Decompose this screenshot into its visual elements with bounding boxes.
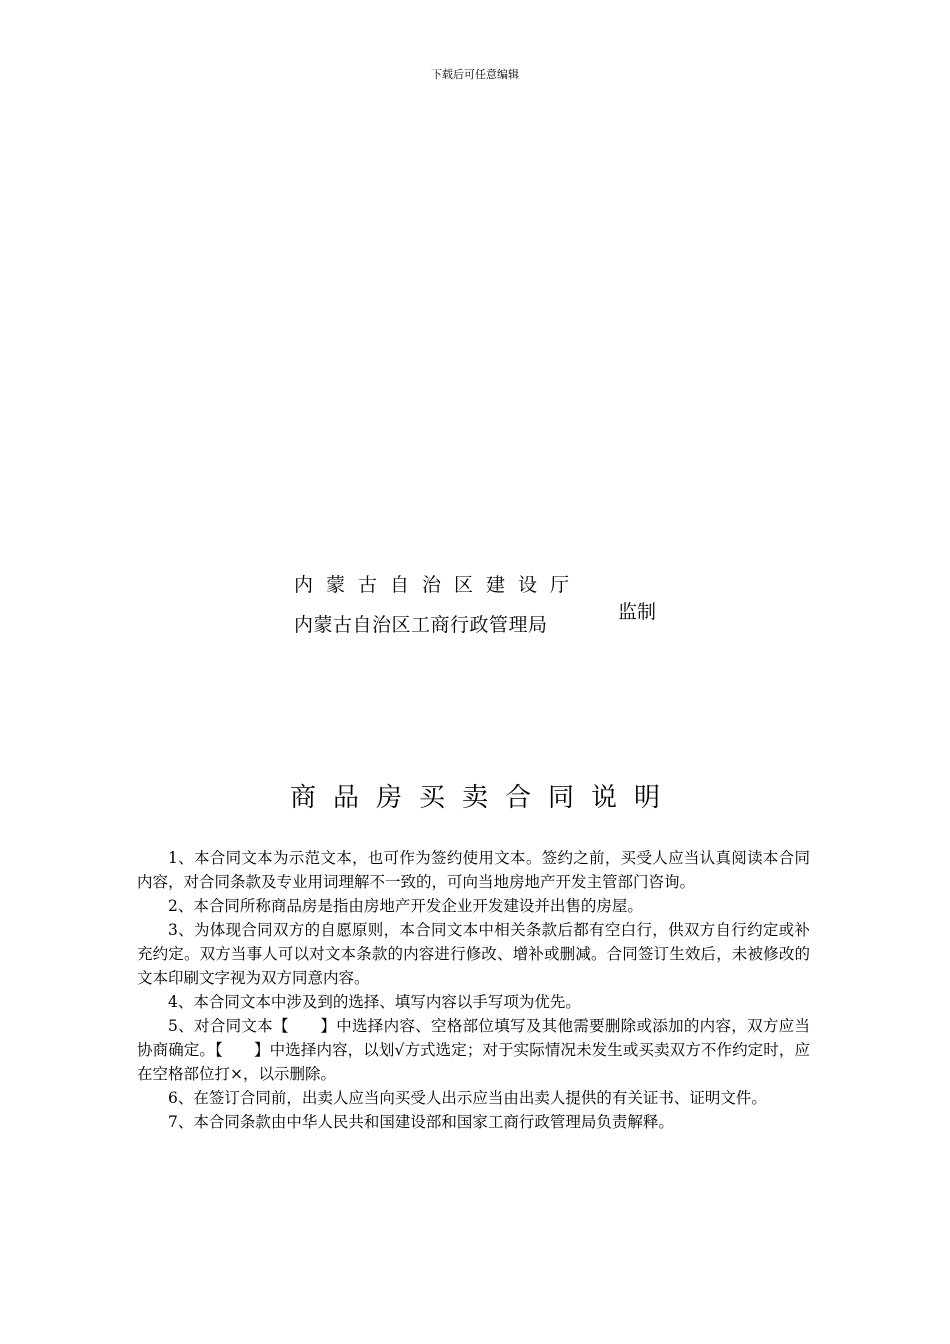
- note-paragraph-4: 4、本合同文本中涉及到的选择、填写内容以手写项为优先。: [168, 993, 581, 1011]
- page-header-note: 下载后可任意编辑: [431, 68, 519, 81]
- note-paragraph-7: 7、本合同条款由中华人民共和国建设部和国家工商行政管理局负责解释。: [168, 1113, 674, 1131]
- supervise-label: 监制: [618, 601, 657, 623]
- issuer-industry-commerce-bureau: 内蒙古自治区工商行政管理局: [294, 614, 548, 636]
- note-paragraph-5: 5、对合同文本【 】中选择内容、空格部位填写及其他需要删除或添加的内容，双方应当协商确定。【 】中选择内容，以划√方式选定；对于实际情况未发生或买卖双方不作约定时，应在空格部位打×，以示删除。: [137, 1017, 810, 1083]
- note-paragraph-6: 6、在签订合同前，出卖人应当向买受人出示应当由出卖人提供的有关证书、证明文件。: [168, 1089, 767, 1107]
- issuing-authorities: [294, 570, 582, 640]
- contract-notes-body: [137, 846, 810, 1134]
- note-paragraph-3: 3、为体现合同双方的自愿原则，本合同文本中相关条款后都有空白行，供双方自行约定或补充约定。双方当事人可以对文本条款的内容进行修改、增补或删减。合同签订生效后，未被修改的文本印刷文字视为双方同意内容。: [137, 921, 810, 987]
- note-paragraph-2: 2、本合同所称商品房是指由房地产开发企业开发建设并出售的房屋。: [168, 897, 643, 915]
- note-paragraph-1: 1、本合同文本为示范文本，也可作为签约使用文本。签约之前，买受人应当认真阅读本合同内容，对合同条款及专业用词理解不一致的，可向当地房地产开发主管部门咨询。: [137, 849, 810, 891]
- document-title: 商品房买卖合同说明: [289, 783, 677, 813]
- issuer-construction-department: 内蒙古自治区建设厅: [294, 574, 583, 596]
